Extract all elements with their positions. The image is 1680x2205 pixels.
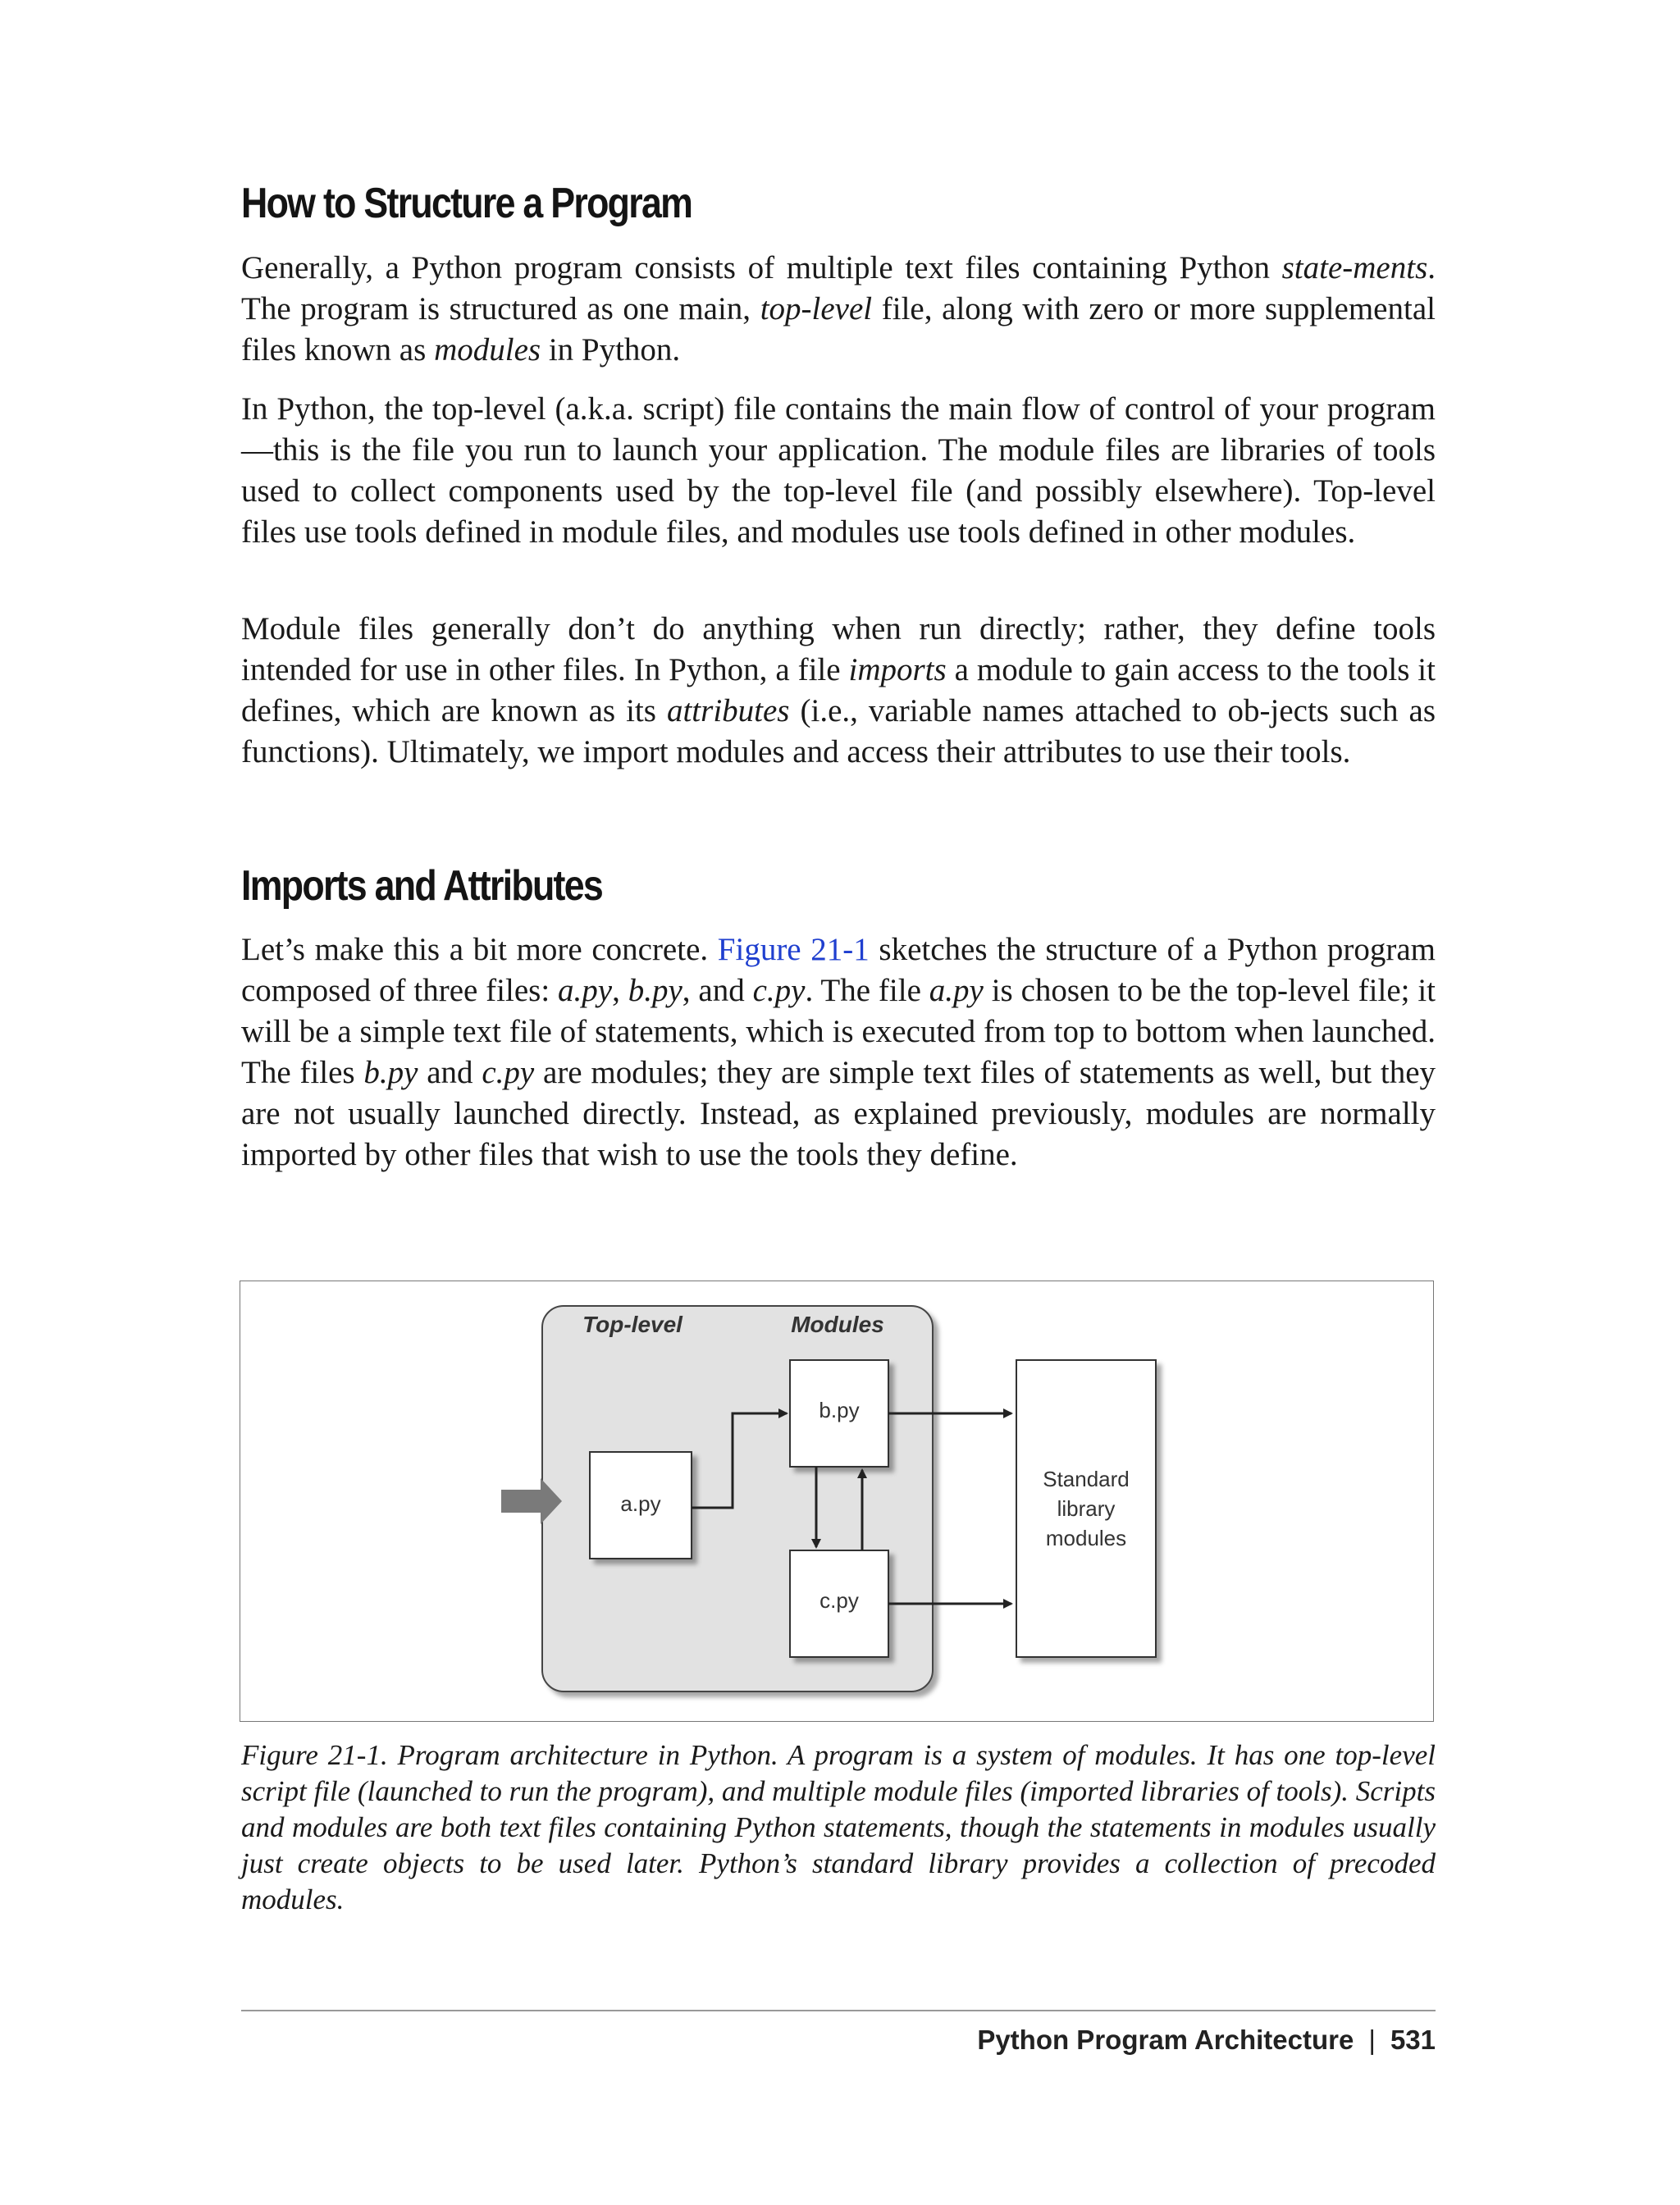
page-number: 531 xyxy=(1390,2025,1436,2055)
paragraph: In Python, the top-level (a.k.a. script) file contains the main flow of control of your program—this is the file you run to launch your application. The module files are libraries of tools used to collect components used by the top-level file (and possibly elsewhere). Top-level files use tools defined in module files, and modules use tools defined in other modules. xyxy=(241,391,1436,550)
figure-reference-link[interactable]: Figure 21-1 xyxy=(717,932,870,967)
label-toplevel: Top-level xyxy=(582,1312,682,1337)
paragraph: Module files generally don’t do anything when run directly; rather, they define tools intended for use in other files. In Python, a file imports a module to gain access to the tools it defines, which are known as its attributes (i.e., variable names attached to ob-jects such as functions). Ultimately, we import modules and access their attributes to use their tools. xyxy=(241,611,1436,769)
architecture-diagram xyxy=(240,1281,1435,1723)
paragraph: Generally, a Python program consists of multiple text files containing Python state-ments. The program is structured as one main, top-level file, along with zero or more supplemental files known as modules in Python. xyxy=(241,250,1436,368)
file-label-a: a.py xyxy=(620,1491,661,1516)
footer-rule xyxy=(241,2010,1436,2011)
figure-frame xyxy=(240,1281,1434,1722)
section-heading-structure: How to Structure a Program xyxy=(241,180,692,227)
file-label-c: c.py xyxy=(819,1588,859,1613)
figure-caption: Figure 21-1. Program architecture in Python. A program is a system of modules. It has one top-level script file (launched to run the program), and multiple module files (imported libraries of tools). Scripts and modules are both text files containing Python statements, though the statements in modules usually just create objects to be used later. Python’s standard library provides a collection of precoded modules. xyxy=(241,1739,1436,1915)
stdlib-label-line1: Standard xyxy=(1043,1467,1130,1491)
stdlib-label-line3: modules xyxy=(1045,1526,1127,1550)
section-heading-imports: Imports and Attributes xyxy=(241,862,603,910)
stdlib-label-line2: library xyxy=(1057,1496,1116,1521)
running-footer xyxy=(977,2025,1436,2056)
file-label-b: b.py xyxy=(819,1398,860,1422)
footer-title: Python Program Architecture xyxy=(977,2025,1354,2055)
label-modules: Modules xyxy=(791,1312,884,1337)
footer-separator: | xyxy=(1368,2025,1376,2055)
paragraph: Let’s make this a bit more concrete. Figure 21-1 sketches the structure of a Python program composed of three files: a.py, b.py, and c.py. The file a.py is chosen to be the top-level file; it will be a simple text file of statements, which is executed from top to bottom when launched. The files b.py and c.py are modules; they are simple text files of statements as well, but they are not usually launched directly. Instead, as explained previously, modules are normally imported by other files that wish to use the tools they define. xyxy=(241,932,1436,1172)
